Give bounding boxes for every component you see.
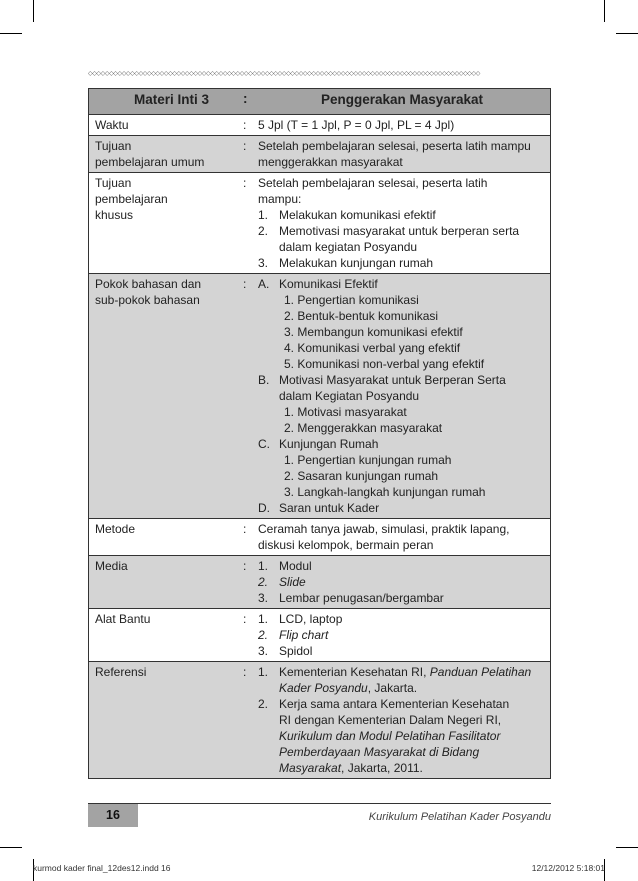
colon: : bbox=[238, 89, 252, 115]
table-row-waktu bbox=[89, 115, 551, 136]
crop-mark bbox=[0, 33, 22, 34]
table-row-tujuan-umum bbox=[89, 136, 551, 173]
crop-mark bbox=[616, 33, 638, 34]
page-number: 16 bbox=[88, 804, 138, 827]
row-value: Setelah pembelajaran selesai, peserta latih mampu menggerakkan masyarakat bbox=[252, 136, 551, 173]
table-row-metode bbox=[89, 519, 551, 556]
list-item: 3. Membangun komunikasi efektif bbox=[284, 325, 463, 339]
list-item: 3. Langkah-langkah kunjungan rumah bbox=[284, 485, 486, 499]
colon: : bbox=[238, 556, 252, 609]
reference-item: 2. Kerja sama antara Kementerian Kesehatan RI dengan Kementerian Dalam Negeri RI, Kurikulum dan Modul Pelatihan Fasilitator Pemberdayaan Masyarakat di Bidang Masyarakat, Jakarta, 2011. bbox=[258, 697, 510, 775]
row-label: Media bbox=[89, 556, 239, 609]
running-title: Kurikulum Pelatihan Kader Posyandu bbox=[368, 811, 551, 823]
colon: : bbox=[238, 173, 252, 274]
list-item: 3. Melakukan kunjungan rumah bbox=[258, 256, 434, 270]
list-item: 4. Komunikasi verbal yang efektif bbox=[284, 341, 461, 355]
list-item: 2. Bentuk-bentuk komunikasi bbox=[284, 309, 439, 323]
colon: : bbox=[238, 115, 252, 136]
list-item: 3. Lembar penugasan/bergambar bbox=[258, 591, 444, 605]
crop-mark bbox=[604, 0, 605, 22]
row-value bbox=[252, 662, 551, 779]
colon: : bbox=[238, 274, 252, 519]
section-d: D. Saran untuk Kader bbox=[258, 501, 380, 515]
list-item: 1. Melakukan komunikasi efektif bbox=[258, 208, 436, 222]
list-item: 2. Flip chart bbox=[258, 628, 329, 642]
row-value bbox=[252, 556, 551, 609]
section-c: C. Kunjungan Rumah bbox=[258, 437, 379, 451]
row-value: Setelah pembelajaran selesai, peserta latih mampu: 1. Melakukan komunikasi efektif 2. Memotivasi masyarakat untuk berperan serta dalam kegiatan Posyandu 3. Melakukan kunjungan rumah bbox=[252, 173, 551, 274]
table-header-row bbox=[89, 89, 551, 115]
row-label: Referensi bbox=[89, 662, 239, 779]
section-b: B. Motivasi Masyarakat untuk Berperan Serta dalam Kegiatan Posyandu bbox=[258, 373, 506, 403]
row-label: Tujuan pembelajaran umum bbox=[89, 136, 239, 173]
colon: : bbox=[238, 519, 252, 556]
footer-rule bbox=[88, 803, 551, 804]
crop-mark bbox=[33, 0, 34, 22]
list-item: 1. Modul bbox=[258, 559, 312, 573]
row-value bbox=[252, 274, 551, 519]
list-item: 3. Spidol bbox=[258, 644, 313, 658]
table-row-tujuan-khusus bbox=[89, 173, 551, 274]
section-a: A. Komunikasi Efektif bbox=[258, 277, 378, 291]
print-slug-timestamp: 12/12/2012 5:18:01 bbox=[531, 863, 605, 873]
list-item: 2. Sasaran kunjungan rumah bbox=[284, 469, 439, 483]
table-row-media bbox=[89, 556, 551, 609]
materi-label: Materi Inti 3 bbox=[89, 89, 239, 115]
curriculum-table bbox=[88, 88, 551, 779]
list-item: 1. LCD, laptop bbox=[258, 612, 343, 626]
list-item: 2. Menggerakkan masyarakat bbox=[284, 421, 443, 435]
table-row-alat-bantu bbox=[89, 609, 551, 662]
list-item: 2. Memotivasi masyarakat untuk berperan serta dalam kegiatan Posyandu bbox=[258, 224, 520, 254]
decorative-diamond-border: ◇◇◇◇◇◇◇◇◇◇◇◇◇◇◇◇◇◇◇◇◇◇◇◇◇◇◇◇◇◇◇◇◇◇◇◇◇◇◇◇◇◇◇◇◇◇◇◇◇◇◇◇◇◇◇◇◇◇◇◇◇◇◇◇◇◇◇◇◇◇◇◇◇◇◇◇◇◇◇◇◇◇◇◇◇◇◇◇◇◇◇◇◇ bbox=[88, 71, 480, 77]
colon: : bbox=[238, 662, 252, 779]
row-label: Metode bbox=[89, 519, 239, 556]
row-label: Tujuan pembelajaran khusus bbox=[89, 173, 239, 274]
row-value: Ceramah tanya jawab, simulasi, praktik lapang, diskusi kelompok, bermain peran bbox=[252, 519, 551, 556]
reference-item: 1. Kementerian Kesehatan RI, Panduan Pelatihan Kader Posyandu, Jakarta. bbox=[258, 665, 532, 695]
materi-title: Penggerakan Masyarakat bbox=[252, 89, 551, 115]
table-row-pokok-bahasan bbox=[89, 274, 551, 519]
list-item: 2. Slide bbox=[258, 575, 306, 589]
row-label: Pokok bahasan dan sub-pokok bahasan bbox=[89, 274, 239, 519]
row-label: Waktu bbox=[89, 115, 239, 136]
list-item: 5. Komunikasi non-verbal yang efektif bbox=[284, 357, 485, 371]
row-value: 5 Jpl (T = 1 Jpl, P = 0 Jpl, PL = 4 Jpl) bbox=[252, 115, 551, 136]
crop-mark bbox=[0, 847, 22, 848]
list-item: 1. Motivasi masyarakat bbox=[284, 405, 407, 419]
crop-mark bbox=[616, 847, 638, 848]
print-slug-file: kurmod kader final_12des12.indd 16 bbox=[33, 863, 171, 873]
list-item: 1. Pengertian komunikasi bbox=[284, 293, 419, 307]
colon: : bbox=[238, 136, 252, 173]
table-row-referensi bbox=[89, 662, 551, 779]
list-item: 1. Pengertian kunjungan rumah bbox=[284, 453, 452, 467]
row-value bbox=[252, 609, 551, 662]
colon: : bbox=[238, 609, 252, 662]
row-label: Alat Bantu bbox=[89, 609, 239, 662]
